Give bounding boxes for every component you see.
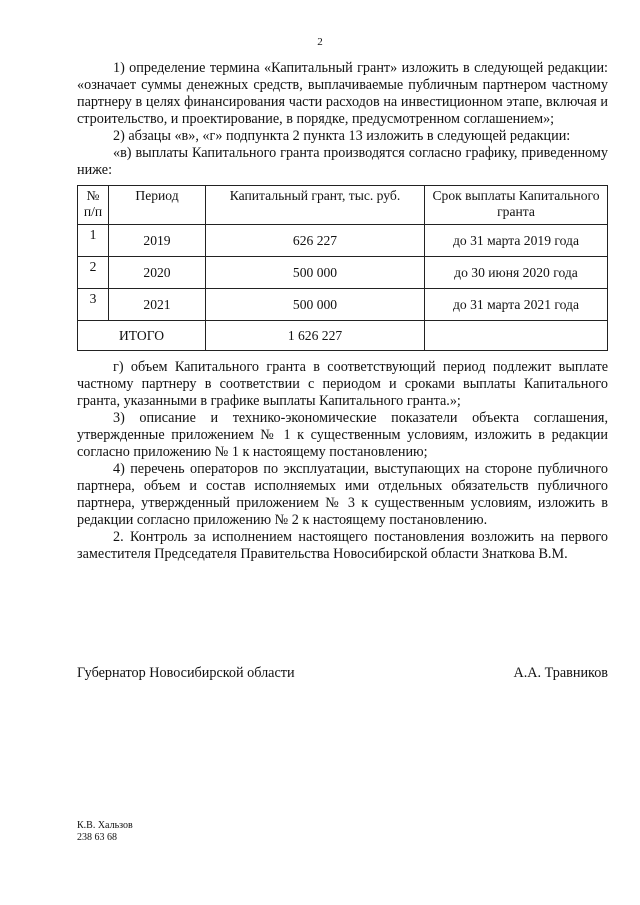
document-body — [77, 60, 608, 563]
table-header-row — [78, 186, 608, 225]
total-label: ИТОГО — [78, 321, 206, 351]
executor-name: К.В. Хальзов — [77, 820, 133, 831]
executor-phone: 238 63 68 — [77, 832, 117, 843]
cell-deadline: до 30 июня 2020 года — [425, 257, 608, 289]
table-row — [78, 289, 608, 321]
header-period: Период — [109, 186, 206, 225]
paragraph-item-3: 3) описание и технико-экономические показатели объекта соглашения, утвержденные приложением № 1 к существенным условиям, изложить в редакции согласно приложению № 1 к настоящему постановлению; — [77, 410, 608, 460]
paragraph-control: 2. Контроль за исполнением настоящего постановления возложить на первого заместителя Председателя Правительства Новосибирской области Знаткова В.М. — [77, 529, 608, 562]
cell-deadline: до 31 марта 2021 года — [425, 289, 608, 321]
cell-period: 2021 — [109, 289, 206, 321]
table-total-row — [78, 321, 608, 351]
cell-deadline: до 31 марта 2019 года — [425, 225, 608, 257]
paragraph-grant-volume: г) объем Капитального гранта в соответствующий период подлежит выплате частному партнеру в соответствии с периодом и сроками выплаты Капитального гранта, указанными в графике выплаты Капитального гранта.»; — [77, 359, 608, 409]
signature-block — [77, 665, 608, 682]
paragraph-item-4: 4) перечень операторов по эксплуатации, выступающих на стороне публичного партнера, объем и состав исполняемых ими отдельных обязательств публичного партнера, утвержденный приложением № 3 к существенным условиям, изложить в редакции согласно приложению № 2 к настоящему постановлению. — [77, 461, 608, 528]
table-row — [78, 225, 608, 257]
executor-block — [77, 820, 133, 844]
cell-period: 2019 — [109, 225, 206, 257]
table-row — [78, 257, 608, 289]
paragraph-schedule-intro: «в) выплаты Капитального гранта производятся согласно графику, приведенному ниже: — [77, 145, 608, 178]
cell-grant: 500 000 — [206, 257, 425, 289]
total-deadline-empty — [425, 321, 608, 351]
header-num: № п/п — [78, 186, 109, 225]
total-grant: 1 626 227 — [206, 321, 425, 351]
header-deadline: Срок выплаты Капитального гранта — [425, 186, 608, 225]
cell-num: 2 — [78, 257, 109, 289]
grant-schedule-table — [77, 185, 608, 351]
cell-grant: 500 000 — [206, 289, 425, 321]
signatory-position: Губернатор Новосибирской области — [77, 665, 295, 681]
cell-grant: 626 227 — [206, 225, 425, 257]
cell-num: 1 — [78, 225, 109, 257]
signatory-name: А.А. Травников — [513, 665, 608, 681]
page-number: 2 — [317, 36, 323, 48]
cell-period: 2020 — [109, 257, 206, 289]
cell-num: 3 — [78, 289, 109, 321]
paragraph-term-definition: 1) определение термина «Капитальный грант» изложить в следующей редакции: «означает суммы денежных средств, выплачиваемые публичным партнером частному партнеру в целях финансирования части расходов на инвестиционном этапе, включая и строительство, и проектирование, в порядке, предусмотренном соглашением»; — [77, 60, 608, 127]
paragraph-subitems-intro: 2) абзацы «в», «г» подпункта 2 пункта 13 изложить в следующей редакции: — [113, 128, 571, 144]
header-grant: Капитальный грант, тыс. руб. — [206, 186, 425, 225]
